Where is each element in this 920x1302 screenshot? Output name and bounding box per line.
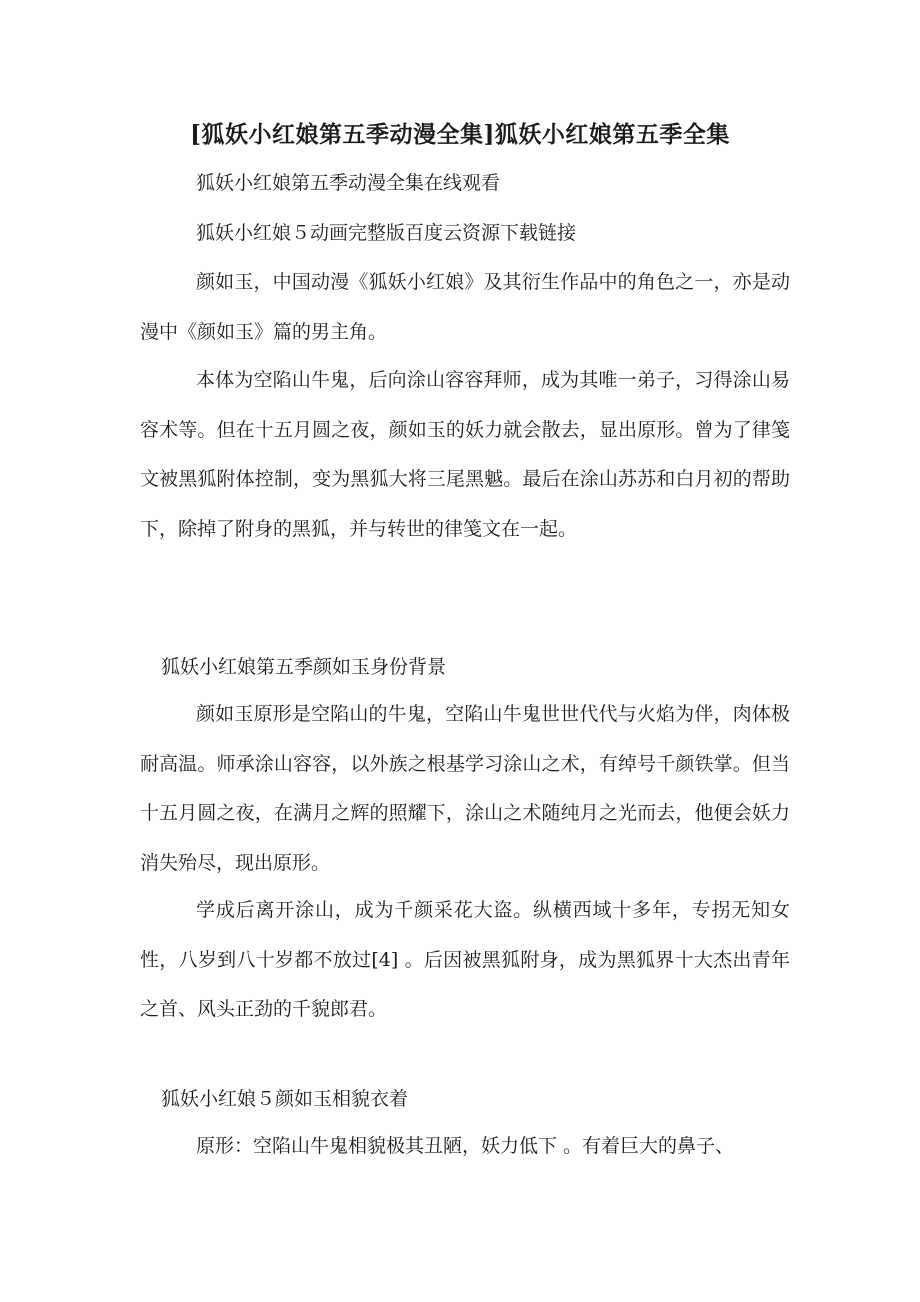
- section-heading-appearance: 狐妖小红娘５颜如玉相貌衣着: [161, 1088, 409, 1110]
- appearance-paragraph-1: 原形：空陷山牛鬼相貌极其丑陋，妖力低下 。有着巨大的鼻子、: [196, 1135, 735, 1157]
- identity-paragraph-1: 颜如玉原形是空陷山的牛鬼，空陷山牛鬼世世代代与火焰为伴，肉体极耐高温。师承涂山容容，以外族之根基学习涂山之术，有绰号千颜铁掌。但当十五月圆之夜，在满月之辉的照耀下，涂山之术随纯月之光而去，他便会妖力消失殆尽，现出原形。: [140, 703, 790, 874]
- document-title: [狐妖小红娘第五季动漫全集]狐妖小红娘第五季全集: [190, 121, 730, 148]
- subtitle-download: 狐妖小红娘５动画完整版百度云资源下载链接: [196, 222, 577, 244]
- intro-paragraph-2: 本体为空陷山牛鬼，后向涂山容容拜师，成为其唯一弟子，习得涂山易容术等。但在十五月圆之夜，颜如玉的妖力就会散去，显出原形。曾为了律笺文被黑狐附体控制，变为黑狐大将三尾黑魆。最后在涂山苏苏和白月初的帮助下，除掉了附身的黑狐，并与转世的律笺文在一起。: [140, 369, 790, 540]
- subtitle-online: 狐妖小红娘第五季动漫全集在线观看: [196, 172, 501, 194]
- section-heading-identity: 狐妖小红娘第五季颜如玉身份背景: [161, 656, 447, 678]
- identity-paragraph-2: 学成后离开涂山，成为千颜采花大盗。纵横西域十多年，专拐无知女性，八岁到八十岁都不放过[4] 。后因被黑狐附身，成为黑狐界十大杰出青年之首、风头正劲的千貌郎君。: [140, 899, 790, 1020]
- intro-paragraph-1: 颜如玉，中国动漫《狐妖小红娘》及其衍生作品中的角色之一，亦是动漫中《颜如玉》篇的男主角。: [140, 271, 790, 343]
